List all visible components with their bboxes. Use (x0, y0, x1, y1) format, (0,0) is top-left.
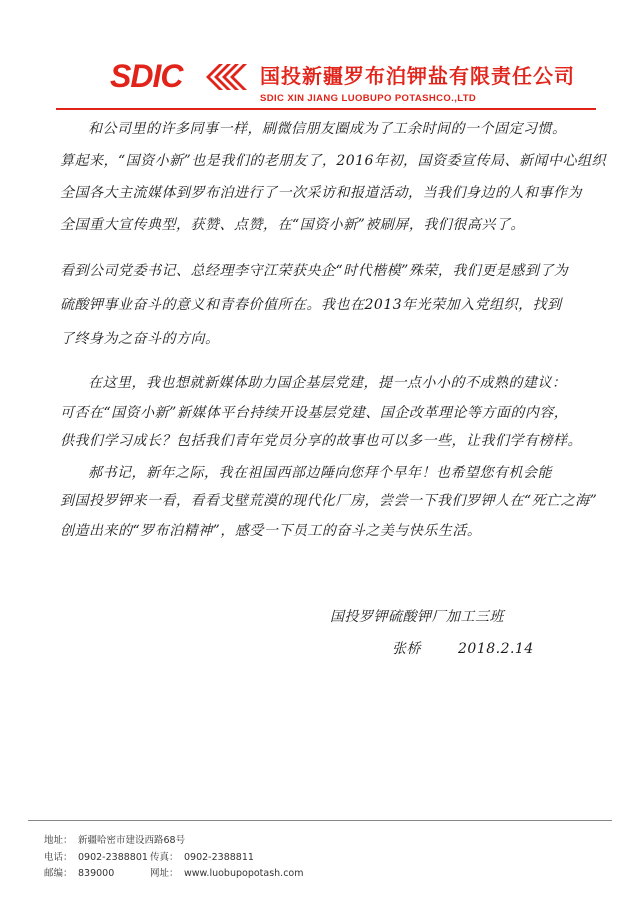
letter-line: 全国重大宣传典型，获赞、点赞，在“国资小新”被刷屏，我们很高兴了。 (60, 217, 525, 233)
footer-zip: 839000 (78, 868, 115, 879)
letter-line: 供我们学习成长？包括我们青年党员分享的故事也可以多一些，让我们学有榜样。 (60, 433, 582, 449)
sdic-logo-mark-icon (202, 60, 252, 94)
header-divider (56, 108, 596, 110)
footer-address-label: 地址： (44, 835, 73, 846)
company-name-english: SDIC XIN JIANG LUOBUPO POTASHCO.,LTD (260, 93, 477, 104)
letter-line: 在这里，我也想就新媒体助力国企基层党建，提一点小小的不成熟的建议： (88, 375, 567, 391)
letter-line: 可否在“国资小新”新媒体平台持续开设基层党建、国企改革理论等方面的内容， (60, 405, 569, 421)
footer-web: www.luobupopotash.com (184, 868, 304, 879)
letter-line: 看到公司党委书记、总经理李守江荣获央企“时代楷模”殊荣，我们更是感到了为 (60, 263, 569, 279)
footer-zip-label: 邮编： (44, 868, 73, 879)
footer-phone-label: 电话： (44, 852, 73, 863)
footer-fax-label: 传真： (150, 852, 179, 863)
footer-phone: 0902-2388801 (78, 852, 148, 863)
letter-line: 到国投罗钾来一看，看看戈壁荒漠的现代化厂房，尝尝一下我们罗钾人在“死亡之海” (60, 493, 598, 509)
letter-line: 和公司里的许多同事一样，刷微信朋友圈成为了工余时间的一个固定习惯。 (88, 121, 567, 137)
letterhead-header (110, 58, 575, 108)
signature-name: 张桥 (392, 641, 421, 657)
footer-web-label: 网址： (150, 868, 179, 879)
company-name-chinese: 国投新疆罗布泊钾盐有限责任公司 (260, 64, 575, 88)
letter-line: 了终身为之奋斗的方向。 (60, 331, 220, 347)
footer-fax: 0902-2388811 (184, 852, 254, 863)
letter-line: 算起来，“国资小新”也是我们的老朋友了，2016年初，国资委宣传局、新闻中心组织 (60, 153, 606, 169)
footer-divider (28, 820, 612, 821)
signature-date: 2018.2.14 (458, 641, 534, 657)
letter-line: 全国各大主流媒体到罗布泊进行了一次采访和报道活动，当我们身边的人和事作为 (60, 185, 582, 201)
footer-address: 新疆哈密市建设西路68号 (78, 835, 186, 846)
letter-line: 创造出来的“罗布泊精神”，感受一下员工的奋斗之美与快乐生活。 (60, 523, 482, 539)
sdic-logo-text: SDIC (110, 58, 183, 94)
signature-org: 国投罗钾硫酸钾厂加工三班 (330, 609, 504, 625)
letter-line: 硫酸钾事业奋斗的意义和青春价值所在。我也在2013年光荣加入党组织，找到 (60, 297, 562, 313)
letter-line: 郝书记，新年之际，我在祖国西部边陲向您拜个早年！也希望您有机会能 (88, 465, 552, 481)
